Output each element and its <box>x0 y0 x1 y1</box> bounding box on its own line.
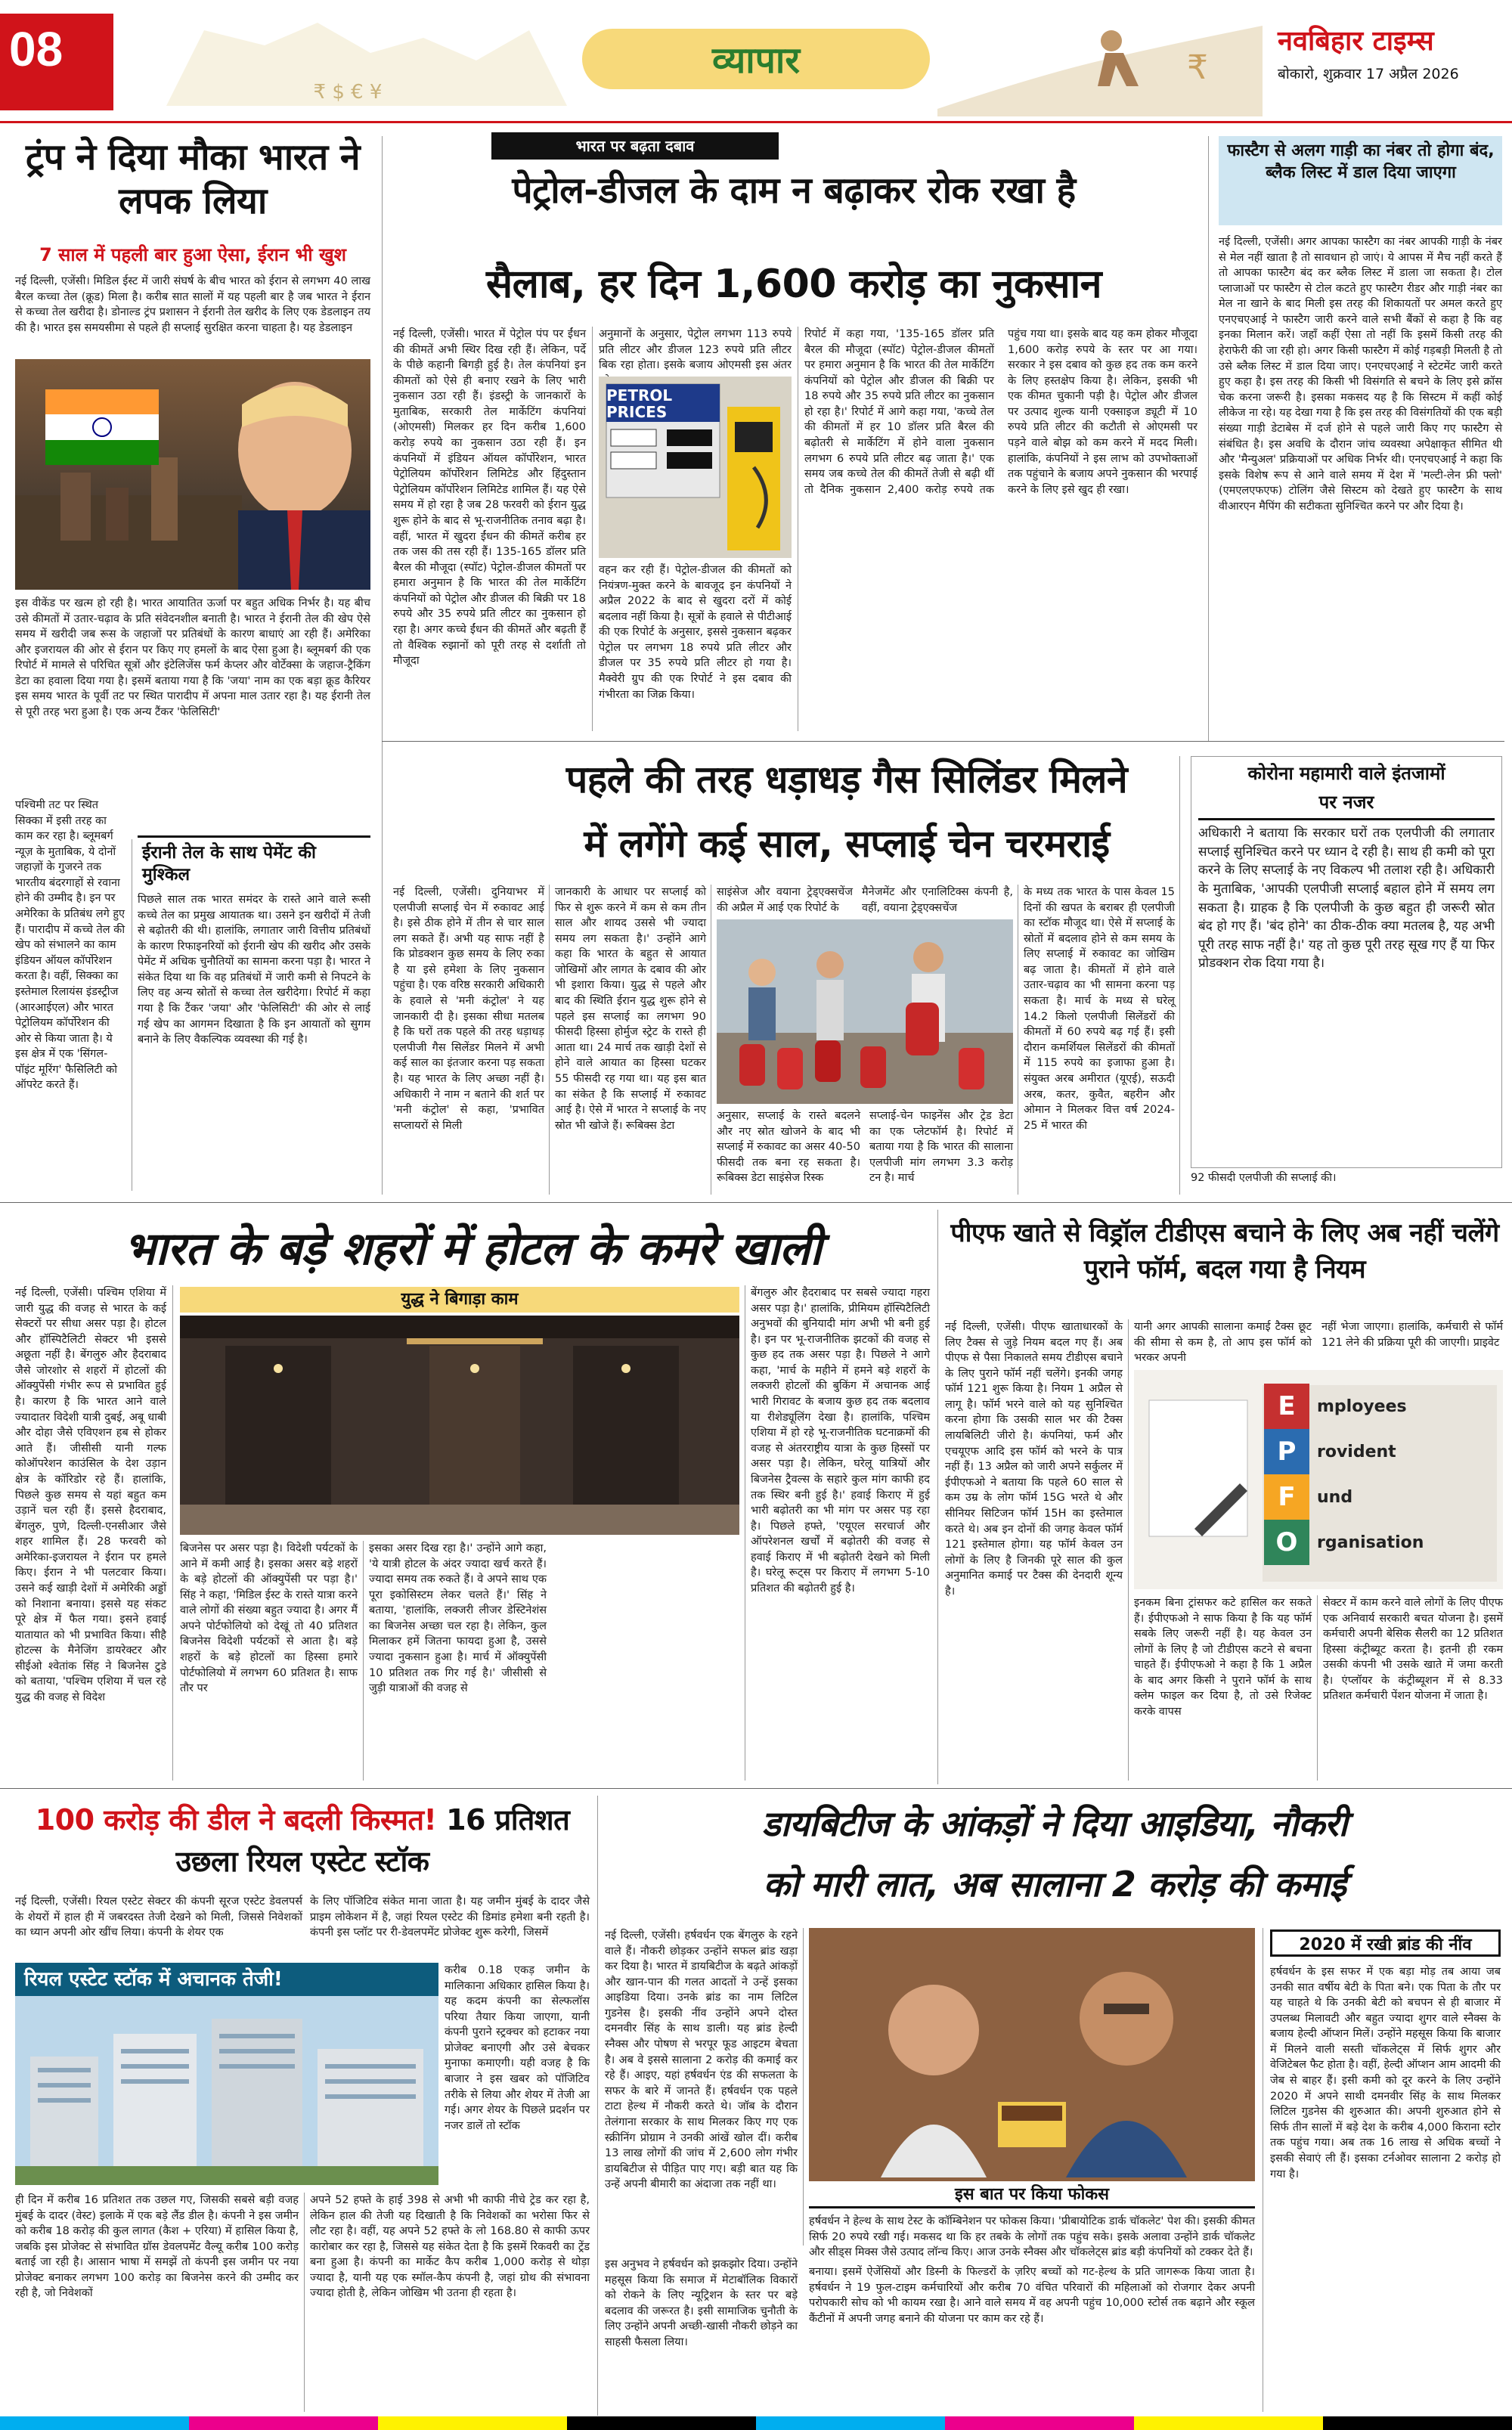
petrol-col-3: रिपोर्ट में कहा गया, '135-165 डॉलर प्रति बैरल की मौजूदा (स्पॉट) पेट्रोल-डीजल कीमतों पर हमारा अनुमान है कि भारत की तेल मार्केटिंग कंपनियों को पेट्रोल और डीजल की बिक्री पर 18 रुपये और 35 रुपये प्रति लीटर का नुकसान हो रहा है।' रिपोर्ट में आगे कहा गया, 'कच्चे तेल की कीमतों में हर 10 डॉलर प्रति बैरल की बढ़ोतरी से मार्केटिंग में होने वाला नुकसान लगभग 6 रुपये प्रति लीटर बढ़ जाता है।' एक समय जब कच्चे तेल की कीमतें तेजी से बढ़ी थीं तो दैनिक नुकसान 2,400 करोड़ रुपये तक पहुंच गया था। इसके बाद यह कम होकर मौजूदा 1,600 करोड़ रुपये के स्तर पर आ गया। सरकार ने इस दबाव को कुछ हद तक कम करने के लिए हस्तक्षेप किया है। लेकिन, इसकी भी एक कीमत चुकानी पड़ी है। पेट्रोल और डीजल पर उत्पाद शुल्क यानी एक्साइज ड्यूटी में 10 रुपये प्रति लीटर की कटौती से ओएमसी पर पड़ने वाले बोझ को कम करने में मदद मिली। हालांकि, कंपनियों ने इस लाभ को उपभोक्ताओं तक पहुंचाने के बजाय अपने नुकसान की भरपाई करने के लिए इसे खुद ही रखा। <box>804 328 1198 496</box>
fastag-text: नई दिल्ली, एजेंसी। अगर आपका फास्टैग का नंबर आपकी गाड़ी के नंबर से मेल नहीं खाता है तो सावधान हो जाएं। ये आपस में मैच नहीं करते हैं तो आपका फास्टैग बंद कर ब्लैक लिस्ट में डाला जा सकता है। टोल प्लाजाओं पर फास्टैग से टोल कटते हुए फास्टैग रीडर और गाड़ी नंबर का मेल ना खाने के बाद मिली इस तरह की शिकायतों पर अमल करते हुए एनएचएआई ने फास्टैग जारी करने वाले सभी बैंकों से कहा है कि वह इनका मिलान करें। जहाँ कहीं ऐसा तो नहीं कि इसमें किसी तरह की हेराफेरी की जा रही हो। अगर किसी फास्टैग में कोई गड़बड़ी मिलती है तो उसे ब्लैक लिस्ट में डाल दिया जाए। एनएचएआई ने स्टेटमेंट जारी करते हुए कहा है। इस तरह की किसी भी विसंगति से बचने के लिए इसे क्रॉस चेक करना जरूरी है। इसका मकसद यह है कि सिस्टम में कहीं कोई लीकेज ना रहे। यह देखा गया है कि इस तरह की विसंगतियों की एक बड़ी संख्या गाड़ी डेटाबेस में दर्ज होने से पहले जारी किए गए फास्टैग से संबंधित है। इस अवधि के दौरान जांच व्यवस्था अपेक्षाकृत सीमित थी और 'मैन्युअल' प्रक्रियाओं पर अधिक निर्भर थी। एनएचएआई ने कहा कि इसके विशेष रूप से आने वाले समय में देश में 'मल्टी-लेन फ्री फ्लो' (एमएलएफएफ) टोलिंग जैसे सिस्टम को देखते हुए फास्टैग के साथ वीआरएन मैपिंग की सटीकता सुनिश्चित करने पर और दिया है। <box>1219 236 1502 513</box>
covid-rule <box>1198 818 1495 820</box>
gas-col-3b: अनुसार, सप्लाई के रास्ते बदलने और नए स्रोत खोजने के बाद भी सप्लाई में रुकावट का असर 40-50 फीसदी तक बना रह सकता है। रूबिक्स डेटा साइंसेज रिस्क <box>717 1110 860 1185</box>
diabetes-col-3: इस अनुभव ने हर्षवर्धन को झकझोर दिया। उन्होंने महसूस किया कि समाज में मेटाबॉलिक विकारों को रोकने के लिए न्यूट्रिशन के स्तर पर बड़े बदलाव की जरूरत है। इसी सामाजिक चुनौती के लिए उन्होंने अपनी अच्छी-खासी नौकरी छोड़ने का साहसी फैसला लिया। <box>605 2258 798 2348</box>
hotel-photo <box>180 1316 739 1535</box>
pf-word-3: und <box>1317 1488 1353 1507</box>
trump-text-1: नई दिल्ली, एजेंसी। मिडिल ईस्ट में जारी संघर्ष के बीच भारत को ईरान से लगभग 40 लाख बैरल कच्चा तेल (क्रूड) मिला है। करीब सात सालों में यह पहली बार है जब भारत ने ईरान से कच्चा तेल खरीदा है। डोनाल्ड ट्रंप प्रशासन ने ईरानी तेल खरीद के लिए एक डेडलाइन तय की है। भारत इस समयसीमा से पहले ही सप्लाई सुरक्षित करना चाहता है। यह डेडलाइन <box>15 275 370 334</box>
trump-headline: ट्रंप ने दिया मौका भारत ने लपक लिया <box>25 136 361 222</box>
petrol-headline-2: सैलाब, हर दिन 1,600 करोड़ का नुकसान <box>486 262 1101 307</box>
pf-tile-p: P <box>1277 1437 1297 1467</box>
payment-box-title: ईरानी तेल के साथ पेमेंट की मुश्किल <box>138 835 370 891</box>
realestate-col-2: के लिए पॉजिटिव संकेत माना जाता है। यह जमीन मुंबई के दादर जैसे प्राइम लोकेशन में है, जहां रियल एस्टेट की डिमांड हमेशा बनी रहती है। कंपनी इस प्लॉट पर री-डेवलपमेंट प्रोजेक्ट शुरू करेगी, जिसमें <box>310 1895 590 1939</box>
covid-text: अधिकारी ने बताया कि सरकार घरों तक एलपीजी की लगातार सप्लाई सुनिश्चित करने पर ध्यान दे रही है। साथ ही कमी को पूरा करने के लिए सप्लाई के नए विकल्प भी तलाश रही है। अधिकारी के मुताबिक, 'आपकी एलपीजी सप्लाई बहाल होने में समय लग सकता है। ग्राहक है कि एलपीजी के कुछ बहुत ही जरूरी स्रोत बंद हो गए हैं। 'बंद होने' का ठीक-ठीक क्या मतलब है, यह अभी पूरी तरह साफ नहीं है।' यह तो कुछ पूरी तरह सूख गए हैं या फिर प्रोडक्शन रोक दिया गया है। <box>1198 826 1495 972</box>
petrol-col-1: नई दिल्ली, एजेंसी। भारत में पेट्रोल पंप पर ईंधन की कीमतें अभी स्थिर दिख रही हैं। लेकिन, पर्दे के पीछे कहानी बिगड़ी हुई है। तेल कंपनियां इन कीमतों को ऐसे ही बनाए रखने के लिए भारी नुकसान उठा रही हैं। इंडस्ट्री के जानकारों के मुताबिक, सरकारी तेल मार्केटिंग कंपनियां (ओएमसी) मिलकर हर दिन करीब 1,600 करोड़ रुपये का नुकसान उठा रही हैं। इन कंपनियों में इंडियन ऑयल कॉर्पोरेशन, भारत पेट्रोलियम कॉर्पोरेशन लिमिटेड और हिंदुस्तान पेट्रोलियम कॉर्पोरेशन लिमिटेड शामिल हैं। यह ऐसे समय में हो रहा है जब 28 फरवरी को ईरान युद्ध शुरू होने के बाद से भू-राजनीतिक तनाव बढ़ा है। वहीं, भारत में खुदरा ईंधन की कीमतें करीब हर तक जस की तस रही हैं। 135-165 डॉलर प्रति बैरल की मौजूदा (स्पॉट) पेट्रोल-डीजल कीमतों पर हमारा अनुमान है कि भारत की तेल मार्केटिंग कंपनियों को पेट्रोल और डीजल की बिक्री पर 18 रुपये और 35 रुपये प्रति लीटर का नुकसान हो रहा है। अगर कच्चे ईंधन की कीमतें और बढ़ती हैं तो वैश्विक रुझानों को पूरी तरह से दर्शाती तो मौजूदा <box>393 328 586 668</box>
hotel-banner: युद्ध ने बिगाड़ा काम <box>401 1290 519 1309</box>
gas-headline-1: पहले की तरह धड़ाधड़ गैस सिलिंडर मिलने <box>565 758 1128 801</box>
gas-col-4b: सप्लाई-चेन फाइनेंस और ट्रेड डेटा का एक प्लेटफॉर्म है। रिपोर्ट में बताया गया है कि भारत की सालाना एलपीजी मांग लगभग 3.3 करोड़ टन है। मार्च <box>869 1110 1013 1185</box>
diabetes-side-text: हर्षवर्धन के इस सफर में एक बड़ा मोड़ तब आया जब उनकी सात वर्षीय बेटी के पिता बने। एक पिता के तौर पर यह चाहते थे कि उनकी बेटी को बचपन से ही बाजार में उपलब्ध मिलावटी और बहुत ज्यादा शुगर वाले स्नैक्स के बजाय हेल्दी ऑप्शन मिलें। उन्होंने महसूस किया कि बाजार में मिलने वाली सस्ती चॉकलेट्स में सिर्फ शुगर और वेजिटेबल फैट होता है। वहीं, हेल्दी ऑप्शन आम आदमी की जेब से बाहर हैं। इसी कमी को दूर करने के लिए उन्होंने 2020 में अपने साथी दमनवीर सिंह के साथ मिलकर लिटिल गुडनेस की शुरुआत की। अपनी शुरुआत होने से सिर्फ तीन सालों में बड़े देश के करीब 4,000 किराना स्टोर तक पहुंच गया। अब तक 16 लाख से अधिक बच्चों ने इसकी सेवाएं ली हैं। इसका टर्नओवर सालाना 2 करोड़ हो गया है। <box>1270 1966 1501 2180</box>
realestate-col-1b: ही दिन में करीब 16 प्रतिशत तक उछल गए, जिसकी सबसे बड़ी वजह मुंबई के दादर (वेस्ट) इलाके में एक बड़े लैंड डील है। कंपनी ने इस जमीन को करीब 18 करोड़ की कुल लागत (कैश + एरिया) में हासिल किया है, जबकि इस प्रोजेक्ट से संभावित ग्रॉस डेवलपमेंट वैल्यू करीब 100 करोड़ बताई जा रही है। आसान भाषा में समझें तो कंपनी इस जमीन पर नया प्रोजेक्ट बनाकर लगभग 100 करोड़ का बिजनेस करने की उम्मीद कर रही है, जो निवेशकों <box>15 2194 299 2300</box>
pf-word-1: mployees <box>1317 1397 1407 1416</box>
petrol-kicker: भारत पर बढ़ता दबाव <box>491 132 779 160</box>
pf-word-2: rovident <box>1317 1443 1396 1461</box>
gas-headline-2: में लगेंगे कई साल, सप्लाई चेन चरमराई <box>584 822 1110 866</box>
svg-text:₹: ₹ <box>1187 48 1208 87</box>
trump-text-2: इस वीकेंड पर खत्म हो रही है। भारत आयातित ऊर्जा पर बहुत अधिक निर्भर है। यह बीच उसे कीमतों में उतार-चढ़ाव के प्रति संवेदनशील बनाती है। भारत ने ईरानी तेल की खेप ऐसे समय में खरीदी जब रूस के जहाजों पर प्रतिबंधों के कारण बाधाएं आ रही हैं। अमेरिका और इजरायल की ओर से ईरान पर किए गए हमलों के बाद ऐसा हुआ है। ब्लूमबर्ग की एक रिपोर्ट में मामले से परिचित सूत्रों और इंटेलिजेंस फर्म केप्लर और वोर्टेक्सा के जहाज-ट्रैकिंग डेटा का हवाला दिया गया है। इसमें बताया गया है कि 'जया' नाम का एक बड़ा क्रूड कैरियर इस समय भारत के पूर्वी तट पर स्थित पारादीप में अपना माल उतार रहा है। यह ईरानी तेल से पूरी तरह भरा हुआ है। एक अन्य टैंकर 'फेलिसिटी' <box>15 597 370 719</box>
covid-title: कोरोना महामारी वाले इंतजामों <box>1247 763 1445 784</box>
realestate-headline <box>15 1799 590 1883</box>
diabetes-col-2: हर्षवर्धन ने हेल्थ के साथ टेस्ट के कॉम्बिनेशन पर फोकस किया। 'प्रीबायोटिक डार्क चॉकलेट' पेश की। इसकी कीमत सिर्फ 20 रुपये रखी गई। मकसद था कि हर तबके के लोगों तक पहुंच सके। इसके अलावा उन्होंने डार्क चॉकलेट और सीड्स मिक्स जैसे उत्पाद लॉन्च किए। आज उनके स्नैक्स और चॉकलेट्स ब्रांड बड़ी कंपनियों को टक्कर देते हैं। <box>809 2215 1255 2259</box>
gas-photo <box>717 919 1013 1104</box>
diabetes-photo <box>809 1928 1255 2181</box>
dateline: बोकारो, शुक्रवार 17 अप्रैल 2026 <box>1278 66 1459 82</box>
pf-tile-e: E <box>1278 1391 1296 1421</box>
hotel-col-3: इसका असर दिख रहा है।' उन्होंने आगे कहा, 'ये यात्री होटल के अंदर ज्यादा खर्च करते हैं। ज्यादा समय तक रुकते हैं। वे अपने साथ एक पूरा इकोसिस्टम लेकर चलते हैं।' सिंह ने बताया, 'हालांकि, लक्जरी लीजर डेस्टिनेशंस का बिजनेस अच्छा चल रहा है। लेकिन, कुल मिलाकर हमें जितना फायदा हुआ है, उससे ज्यादा नुकसान हुआ है। मार्च में ऑक्युपेंसी 10 प्रतिशत तक गिर गई है।' जीसीसी से जुड़ी यात्राओं की वजह से <box>369 1542 547 1695</box>
diabetes-col-1: नई दिल्ली, एजेंसी। हर्षवर्धन एक बेंगलुरु के रहने वाले हैं। नौकरी छोड़कर उन्होंने सफल ब्रांड खड़ा कर दिया है। भारत में डायबिटीज के बढ़ते आंकड़ों और खान-पान की गलत आदतों ने उन्हें इसका आइडिया दिया। उनके ब्रांड का नाम लिटिल गुडनेस है। इसकी नींव उन्होंने अपने दोस्त दमनवीर सिंह के साथ डाली। यह ब्रांड हेल्दी स्नैक्स और पोषण से भरपूर फूड आइटम बेचता है। अब वे इससे सालाना 2 करोड़ की कमाई कर रहे हैं। आइए, यहां हर्षवर्धन एंड की सफलता के सफर के बारे में जानते हैं। हर्षवर्धन एक पहले टाटा हेल्थ में नौकरी करते थे। जॉब के दौरान तेलंगाना सरकार के साथ मिलकर किए गए एक स्क्रीनिंग प्रोग्राम ने उनकी आंखें खोल दीं। करीब 13 लाख लोगों की जांच में 2,600 लोग गंभीर डायबिटीज से पीड़ित पाए गए। बड़ी बात यह कि उन्हें अपनी बीमारी का अंदाजा तक नहीं था। <box>605 1929 798 2191</box>
svg-text:₹ $ € ¥: ₹ $ € ¥ <box>313 81 383 104</box>
trump-subhead: 7 साल में पहली बार हुआ ऐसा, ईरान भी खुश <box>39 244 346 265</box>
pf-tile-f: F <box>1278 1482 1296 1512</box>
section-title: व्यापार <box>711 39 801 82</box>
hotel-col-2: बिजनेस पर असर पड़ा है। विदेशी पर्यटकों के आने में कमी आई है। इसका असर बड़े शहरों के बड़े होटलों की ऑक्युपेंसी पर पड़ा है।' सिंह ने कहा, 'मिडिल ईस्ट के रास्ते यात्रा करने वाले लोगों की संख्या बहुत ज्यादा है। अगर मैं अपने पोर्टफोलियो को देखूं तो 40 प्रतिशत बिजनेस विदेशी पर्यटकों से आता है। बड़े शहरों के बड़े होटलों का हिस्सा हमारे पोर्टफोलियो में लगभग 60 प्रतिशत है। साफ तौर पर <box>180 1542 358 1695</box>
registration-strip <box>0 2416 1512 2430</box>
page-number: 08 <box>9 22 64 76</box>
business-graphic <box>937 11 1263 116</box>
gas-col-5: के मध्य तक भारत के पास केवल 15 दिनों की खपत के बराबर ही एलपीजी का स्टॉक मौजूद था। ऐसे में सप्लाई के स्रोतों में बदलाव होने से कम समय के लिए सप्लाई में रुकावट का जोखिम बढ़ जाता है। कीमतों में होने वाले उतार-चढ़ाव का भी सामना करना पड़ सकता है। मार्च के मध्य से घरेलू 14.2 किलो एलपीजी सिलेंडरों की कीमतों में 60 रुपये बढ़ गई हैं। इसी दौरान कमर्शियल सिलेंडरों की कीमतों में 115 रुपये का इजाफा हुआ है। संयुक्त अरब अमीरात (यूएई), सऊदी अरब, कतर, कुवैत, बहरीन और ओमान ने मिलकर वित्त वर्ष 2024-25 में भारत की <box>1024 886 1175 1132</box>
hotel-col-4: बेंगलुरु और हैदराबाद पर सबसे ज्यादा गहरा असर पड़ा है।' हालांकि, प्रीमियम हॉस्पिटैलिटी अनुभवों की बुनियादी मांग अभी भी बनी हुई है। इन पर भू-राजनीतिक झटकों की वजह से कुछ हद तक असर पड़ा है। पिछले ने आगे कहा, 'मार्च के महीने में हमने बड़े शहरों के लक्जरी होटलों की बुकिंग में अचानक आई भारी गिरावट के बजाय कुछ हद तक बदलाव या रीशेड्यूलिंग देखा है। हालांकि, पश्चिम एशिया में हो रहे भू-राजनीतिक घटनाक्रमों की वजह से अंतरराष्ट्रीय यात्रा के कुछ हिस्सों पर असर पड़ा है। लेकिन, घरेलू यात्रियों और बिजनेस ट्रैवल्स के सहारे कुल मांग काफी हद तक स्थिर बनी हुई है।' हवाई किराए में हुई भारी बढ़ोतरी का भी मांग पर असर पड़ रहा है। पिछले हफ्ते, 'एयूएल सरचार्ज और ऑपरेशनल खर्चों में बढ़ोतरी की वजह से हवाई किराए में भी बढ़ोतरी देखने को मिली है। घरेलू रूट्स पर किराए में लगभग 5-10 प्रतिशत की बढ़ोतरी हुई है। <box>751 1287 930 1595</box>
masthead-rule <box>0 121 1512 123</box>
gas-col-3a: साइंसेज और वयाना ट्रेड्एक्सचेंज की अप्रैल में आई एक रिपोर्ट के <box>717 886 853 914</box>
pf-col-3b: सेक्टर में काम करने वाले लोगों के लिए पीएफ एक अनिवार्य सरकारी बचत योजना है। इसमें कर्मचारी अपनी बेसिक सैलरी का 12 प्रतिशत हिस्सा कंट्रीब्यूट करता है। इतनी ही रकम उसकी कंपनी भी उसके खाते में जमा करती है। एंप्लॉयर के कंट्रीब्यूशन में से 8.33 प्रतिशत कर्मचारी पेंशन योजना में जाता है। <box>1323 1597 1503 1703</box>
pf-col-2b: इनकम बिना ट्रांसफर कटे हासिल कर सकते हैं। ईपीएफओ ने साफ किया है कि यह फॉर्म सबके लिए जरूरी नहीं है। यह केवल उन लोगों के लिए है जो टीडीएस कटने से बचना चाहते हैं। ईपीएफओ ने कहा है कि 1 अप्रैल के बाद अगर किसी ने पुराने फॉर्म के साथ क्लेम फाइल कर दिया है, तो उसे रिजेक्ट करके वापस <box>1134 1597 1312 1719</box>
diabetes-side-title: 2020 में रखी ब्रांड की नींव <box>1299 1936 1472 1954</box>
hotel-col-1: नई दिल्ली, एजेंसी। पश्चिम एशिया में जारी युद्ध की वजह से भारत के कई सेक्टरों पर सीधा असर पड़ा है। होटल और हॉस्पिटैलिटी सेक्टर भी इससे अछूता नहीं है। बेंगलुरु और हैदराबाद जैसे जोरशोर से शहरों में होटलों की ऑक्युपेंसी गंभीर रूप से प्रभावित हुई है। कारण है कि भारत आने वाले ज्यादातर विदेशी यात्री दुबई, अबू धाबी और दोहा जैसे एविएशन हब से होकर आते हैं। जीसीसी यानी गल्फ कोऑपरेशन काउंसिल के देश उड़ान क्षेत्र के कॉरिडोर रहे हैं। हालांकि, पिछले कुछ समय से यहां बहुत कम उड़ानें चल रही हैं। इससे हैदराबाद, बेंगलुरु, पुणे, दिल्ली-एनसीआर जैसे शहर शामिल हैं। 28 फरवरी को अमेरिका-इजरायल ने ईरान पर हमले किए। ईरान ने भी पलटवार किया। उसने कई खाड़ी देशों में अमेरिकी अड्डों को निशाना बनाया। इससे यह संकट पूरे क्षेत्र में फैल गया। इसने हवाई यातायात को भी प्रभावित किया। सीहै होटल्स के मैनेजिंग डायरेक्टर और सीईओ श्वेतांक सिंह ने बिजनेस टुडे को बताया, 'पश्चिम एशिया में चल रहे युद्ध की वजह से विदेश <box>15 1287 166 1704</box>
pf-headline: पीएफ खाते से विड्रॉल टीडीएस बचाने के लिए अब नहीं चलेंगे पुराने फॉर्म, बदल गया है नियम <box>950 1218 1499 1285</box>
petrol-headline-1: पेट्रोल-डीजल के दाम न बढ़ाकर रोक रखा है <box>512 169 1076 212</box>
covid-tail: 92 फीसदी एलपीजी की सप्लाई की। <box>1191 1172 1337 1184</box>
pf-tile-o: O <box>1275 1527 1298 1557</box>
diabetes-headline-2: को मारी लात, अब सालाना 2 करोड़ की कमाई <box>763 1864 1346 1905</box>
trump-photo <box>15 359 370 590</box>
map-decoration <box>121 15 575 110</box>
diabetes-col-4: बनाया। इसमें ऐजेंसियों और डिस्नी के फिल्डरों के ज़रिए बच्चों को गट-हेल्थ के प्रति जागरूक किया जाता है। हर्षवर्धन ने 19 फुल-टाइम कर्मचारियों और करीब 70 वंचित परिवारों की महिलाओं को रोजगार देकर अपनी परोपकारी सोच को भी कायम रखा है। आने वाले समय में वह अपनी पहुंच 10,000 स्टोर्स तक बढ़ाने और स्कूल कैंटीनों में अपनी जगह बनाने की योजना पर काम कर रहे हैं। <box>809 2266 1255 2325</box>
realestate-headline-a: 100 करोड़ की डील ने बदली किस्मत! <box>35 1803 437 1836</box>
payment-box-text: पिछले साल तक भारत समंदर के रास्ते आने वाले रूसी कच्चे तेल का प्रमुख आयातक था। उसने इन खरीदों में तेजी से बढ़ोतरी की थी। हालांकि, लगातार जारी वित्तीय प्रतिबंधों के कारण रिफाइनरियों को ईरानी खेप की खरीद और उसके पेमेंट में अधिक चुनौतियों का सामना करना पड़ा है। भारत ने संकेत दिया था कि वह प्रतिबंधों में जारी कमी से निपटने के लिए वह अन्य स्रोतों से कच्चा तेल खरीदेगा। रिपोर्ट में कहा गया है कि टैंकर 'जया' और 'फेलिसिटी' की ओर से लाई गई खेप का आगमन दिखाता है कि इन आयातों को सुगम बनाने के लिए वैकल्पिक व्यवस्था की गई है। <box>138 894 370 1046</box>
pf-col-2a: यानी अगर आपकी सालाना कमाई टैक्स छूट की सीमा से कम है, तो आप इस फॉर्म को भरकर अपनी <box>1134 1321 1312 1365</box>
trump-text-3: पश्चिमी तट पर स्थित सिक्का में इसी तरह का काम कर रहा है। ब्लूमबर्ग न्यूज़ के मुताबिक, ये दोनों जहाज़ों के गुजरने तक भारतीय बंदरगाहों से रवाना होने की उम्मीद है। इन पर अमेरिका के प्रतिबंध लगे हुए हैं। पारादीप में कच्चे तेल की खेप को संभालने का काम इंडियन ऑयल कॉर्पोरेशन करता है। वहीं, सिक्का का इस्तेमाल रिलायंस इंडस्ट्रीज (आरआईएल) और भारत पेट्रोलियम कॉर्पोरेशन की ओर से किया जाता है। ये इस क्षेत्र में एक 'सिंगल-पॉइंट मूरिंग' फैसिलिटी को ऑपरेट करते हैं। <box>15 799 125 1092</box>
pf-col-1: नई दिल्ली, एजेंसी। पीएफ खाताधारकों के लिए टैक्स से जुड़े नियम बदल गए हैं। अब पीएफ से पैसा निकालते समय टीडीएस बचाने के लिए पुराने फॉर्म नहीं चलेंगे। इनकी जगह फॉर्म 121 शुरू किया है। नियम 1 अप्रैल से लागू है। फॉर्म भरने वाले को यह सुनिश्चित करना होगा कि उसकी साल भर की टैक्स लायबिलिटी जीरो है। कंपनियां, फर्म और एचयूएफ आदि इस फॉर्म को भरने के पात्र नहीं हैं। 13 अप्रैल को जारी अपने सर्कुलर में ईपीएफओ ने बताया कि पहले 60 साल से कम उम्र के लोग फॉर्म 15G भरते थे और सीनियर सिटिजन फॉर्म 15H का इस्तेमाल करते थे। अब इन दोनों की जगह केवल फॉर्म 121 इस्तेमाल होगा। यह फॉर्म केवल उन लोगों के लिए है जिनकी पूरे साल की कुल अनुमानित कमाई पर टैक्स की देनदारी शून्य है। <box>945 1321 1123 1598</box>
diabetes-headline-1: डायबिटीज के आंकड़ों ने दिया आइडिया, नौकरी <box>761 1803 1348 1844</box>
pf-word-4: rganisation <box>1317 1533 1424 1552</box>
realestate-headline-b: 16 प्रतिशत उछला रियल एस्टेट स्टॉक <box>175 1803 570 1879</box>
realestate-photo <box>15 1996 438 2185</box>
fastag-headline: फास्टैग से अलग गाड़ी का नंबर तो होगा बंद, ब्लैक लिस्ट में डाल दिया जाएगा <box>1227 141 1495 182</box>
paper-name: नवबिहार टाइम्स <box>1278 26 1434 57</box>
gas-col-4a: मैनेजमेंट और एनालिटिक्स कंपनी है, वहीं, वयाना ट्रेड्एक्सचेंज <box>862 886 1013 914</box>
realestate-col-3: करीब 0.18 एकड़ जमीन के मालिकाना अधिकार हासिल किया है। यह कदम कंपनी का सेल्फलॉस परिया तैयार किया जाएगा, यानी कंपनी पुराने स्ट्रक्चर को हटाकर नया प्रोजेक्ट बनाएगी और उसे बेचकर मुनाफा कमाएगी। यही वजह है कि बाजार ने इस खबर को पॉजिटिव तरीके से लिया और शेयर में तेजी आ गई। अगर शेयर के पिछले प्रदर्शन पर नजर डालें तो स्टॉक <box>445 1964 590 2132</box>
pf-col-3a: नहीं भेजा जाएगा। हालांकि, कर्मचारी से फॉर्म 121 लेने की प्रक्रिया पूरी की जाएगी। प्राइवेट <box>1321 1321 1503 1349</box>
gas-col-1: नई दिल्ली, एजेंसी। दुनियाभर में एलपीजी सप्लाई चेन में रुकावट आई है। इसे ठीक होने में तीन से चार साल लग सकते हैं। अभी यह साफ नहीं है कि प्रोडक्शन कुछ समय के लिए रुका है या इसे हमेशा के लिए नुकसान पहुंचा है। एक वरिष्ठ सरकारी अधिकारी के हवाले से 'मनी कंट्रोल' ने यह जानकारी दी है। इसका सीधा मतलब है कि घरों तक पहले की तरह धड़ाधड़ एलपीजी गैस सिलेंडर मिलने में अभी कई साल का इंतजार करना पड़ सकता है। यह भारत के लिए अच्छा नहीं है। अधिकारी ने नाम न बताने की शर्त पर 'मनी कंट्रोल' से कहा, 'प्रभावित सप्लायरों से मिली <box>393 886 544 1132</box>
realestate-col-2b: अपने 52 हफ्ते के हाई 398 से अभी भी काफी नीचे ट्रेड कर रहा है, लेकिन हाल की तेजी यह दिखाती है कि निवेशकों का भरोसा फिर से लौट रहा है। वहीं, यह अपने 52 हफ्ते के लो 168.80 से काफी ऊपर कारोबार कर रहा है, जिससे यह संकेत देता है कि इसमें रिकवरी का ट्रेंड बना हुआ है। कंपनी का मार्केट कैप करीब 1,000 करोड़ से थोड़ा ज्यादा है, यानी यह एक स्मॉल-कैप कंपनी है, जहां ग्रोथ की संभावना ज्यादा होती है, लेकिन जोखिम भी उतना ही रहता है। <box>310 2194 590 2300</box>
hotel-headline: भारत के बड़े शहरों में होटल के कमरे खाली <box>123 1223 822 1275</box>
petrol-photo-sign: PETROL PRICES <box>606 386 673 421</box>
gas-col-2: जानकारी के आधार पर सप्लाई को फिर से शुरू करने में कम से कम तीन साल और शायद उससे भी ज्यादा समय लग सकता है।' उन्होंने आगे कहा कि भारत के बहुत से आयात जोखिमों और लागत के दबाव की ओर भी इशारा किया। युद्ध से पहले और बाद की स्थिति ईरान युद्ध शुरू होने से पहले इस सप्लाई का लगभग 90 फीसदी हिस्सा होर्मुज स्ट्रेट के रास्ते ही आता था। 24 मार्च तक खाड़ी देशों से होने वाले आयात का हिस्सा घटकर 55 फीसदी रह गया था। यह इस बात का संकेत है कि सप्लाई में रुकावट आई है। ऐसे में भारत ने सप्लाई के नए स्रोत भी खोजे हैं। रूबिक्स डेटा <box>555 886 706 1132</box>
realestate-col-1: नई दिल्ली, एजेंसी। रियल एस्टेट सेक्टर की कंपनी सूरज एस्टेट डेवलपर्स के शेयरों में हाल ही में जबरदस्त तेजी देखने को मिली, जिससे निवेशकों का ध्यान अपनी ओर खींच लिया। कंपनी के शेयर एक <box>15 1895 302 1939</box>
realestate-banner: रियल एस्टेट स्टॉक में अचानक तेजी! <box>24 1968 283 1991</box>
covid-subtitle: पर नजर <box>1318 792 1374 813</box>
diabetes-photo-caption: इस बात पर किया फोकस <box>809 2181 1255 2208</box>
petrol-col-2b: वहन कर रही हैं। पेट्रोल-डीजल की कीमतों को नियंत्रण-मुक्त करने के बावजूद इन कंपनियों ने अप्रैल 2022 के बाद से खुदरा दरों में कोई बदलाव नहीं किया है। सूत्रों के हवाले से पीटीआई की एक रिपोर्ट के अनुसार, इससे नुकसान बढ़कर पेट्रोल पर लगभग 18 रुपये प्रति लीटर और डीजल पर 35 रुपये प्रति लीटर हो गया है। मैक्वेरी ग्रुप की एक रिपोर्ट ने इस दबाव की गंभीरता का जिक्र किया। <box>599 564 792 701</box>
petrol-col-2: अनुमानों के अनुसार, पेट्रोल लगभग 113 रुपये प्रति लीटर और डीजल 123 रुपये प्रति लीटर बिक रहा होता। इसके बजाय ओएमसी इस अंतर <box>599 328 792 372</box>
